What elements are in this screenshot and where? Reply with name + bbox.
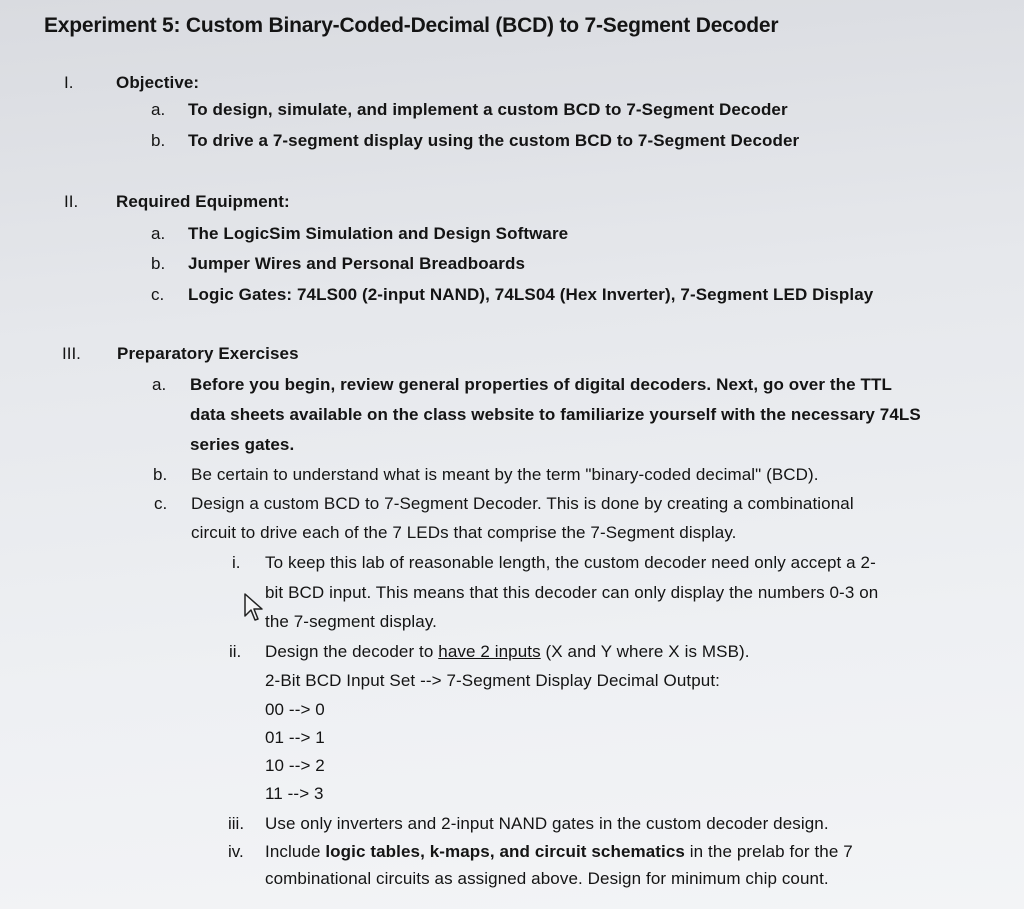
item-marker: b.	[151, 131, 166, 150]
item-marker: a.	[151, 224, 166, 243]
bold-phrase: logic tables, k-maps, and circuit schematics	[325, 842, 685, 861]
item-text: Logic Gates: 74LS00 (2-input NAND), 74LS04 (Hex Inverter), 7-Segment LED Display	[188, 285, 874, 304]
item-marker: a.	[152, 375, 167, 394]
mapping-row: 00 --> 0	[265, 700, 325, 719]
item-marker: c.	[154, 494, 168, 513]
item-text: series gates.	[190, 435, 295, 454]
subitem-marker: i.	[232, 553, 241, 572]
subitem-text: Use only inverters and 2-input NAND gates in the custom decoder design.	[265, 814, 829, 833]
subitem-text	[265, 642, 750, 662]
subitem-text-post: in the prelab for the 7	[684, 842, 853, 861]
item-text: To drive a 7-segment display using the custom BCD to 7-Segment Decoder	[188, 131, 800, 150]
item-text: To design, simulate, and implement a custom BCD to 7-Segment Decoder	[188, 100, 788, 119]
subitem-text-pre: Include	[265, 842, 326, 861]
item-text: data sheets available on the class website to familiarize yourself with the necessary 74LS	[190, 405, 921, 424]
section-heading: Objective:	[116, 73, 200, 92]
mapping-row: 11 --> 3	[265, 784, 324, 803]
item-text: Be certain to understand what is meant by the term "binary-coded decimal" (BCD).	[191, 465, 819, 484]
subitem-text	[265, 842, 853, 862]
subitem-text: To keep this lab of reasonable length, the custom decoder need only accept a 2-	[265, 553, 876, 572]
section-numeral: I.	[64, 73, 74, 92]
mapping-row: 01 --> 1	[265, 728, 325, 747]
subitem-text-pre: Design the decoder to	[265, 642, 439, 661]
section-heading: Preparatory Exercises	[117, 344, 299, 363]
section-numeral: III.	[62, 344, 81, 363]
item-text: Design a custom BCD to 7-Segment Decoder. This is done by creating a combinational	[191, 494, 854, 513]
item-text: Before you begin, review general properties of digital decoders. Next, go over the TTL	[190, 375, 892, 394]
mouse-pointer-icon	[243, 592, 265, 622]
page-title: Experiment 5: Custom Binary-Coded-Decimal (BCD) to 7-Segment Decoder	[44, 14, 779, 37]
mapping-row: 10 --> 2	[265, 756, 325, 775]
item-marker: b.	[151, 254, 166, 273]
item-text: Jumper Wires and Personal Breadboards	[188, 254, 526, 273]
item-text: The LogicSim Simulation and Design Software	[188, 224, 569, 243]
section-numeral: II.	[64, 192, 79, 211]
item-marker: c.	[151, 285, 165, 304]
underlined-phrase: have 2 inputs	[438, 642, 541, 661]
item-text: circuit to drive each of the 7 LEDs that comprise the 7-Segment display.	[191, 523, 737, 542]
subitem-text: combinational circuits as assigned above. Design for minimum chip count.	[265, 869, 829, 888]
subitem-marker: iv.	[228, 842, 244, 861]
item-marker: a.	[151, 100, 166, 119]
section-heading: Required Equipment:	[116, 192, 290, 211]
subitem-marker: ii.	[229, 642, 242, 661]
subitem-text: bit BCD input. This means that this decoder can only display the numbers 0-3 on	[265, 583, 879, 602]
item-marker: b.	[153, 465, 168, 484]
subitem-text: the 7-segment display.	[265, 612, 437, 631]
subitem-text-post: (X and Y where X is MSB).	[540, 642, 750, 661]
subitem-marker: iii.	[228, 814, 245, 833]
mapping-heading: 2-Bit BCD Input Set --> 7-Segment Display Decimal Output:	[265, 671, 720, 690]
